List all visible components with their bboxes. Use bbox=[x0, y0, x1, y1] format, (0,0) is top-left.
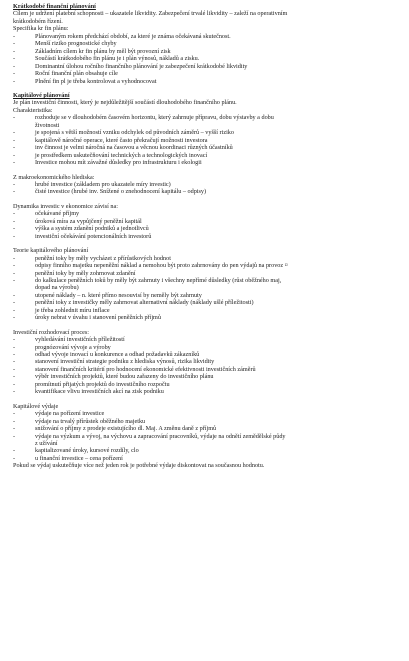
bullet-text: čisté investice (hrubé inv. Snížené o znehodnocení kapitálu – odpisy) bbox=[35, 188, 207, 196]
bullet-text: u finanční investice – cena pořízení bbox=[35, 454, 123, 462]
bullet-item bbox=[13, 314, 401, 321]
bullet-text: Dominantní úlohou ročního finančního plánování je zabezpečení krátkodobé likvidity bbox=[35, 62, 248, 70]
document-section bbox=[13, 329, 401, 396]
bullet-text: Plnění fin pl je třeba kontrolovat a vyhodnocovat bbox=[35, 77, 157, 85]
bullet-item bbox=[13, 40, 401, 47]
bullet-marker: - bbox=[13, 373, 16, 381]
bullet-text: je prostředkem uskutečňování technických a technologických inovací bbox=[35, 151, 208, 159]
bullet-marker: - bbox=[13, 55, 16, 63]
paragraph-line: Z makroekonomického hlediska: bbox=[13, 173, 95, 181]
bullet-text: Roční finanční plán obsahuje cíle bbox=[35, 70, 118, 78]
bullet-item bbox=[13, 366, 401, 373]
bullet-text: peněžní toky by měly zohrnovat zdanění bbox=[35, 269, 136, 277]
bullet-text: kvantifikace vlivu investičních akcí na zisk podniku bbox=[35, 388, 164, 396]
bullet-marker: - bbox=[13, 299, 16, 307]
bullet-text: peněžní toky by měly vycházet z přírůstkových hodnot bbox=[35, 254, 171, 262]
bullet-item bbox=[13, 433, 401, 440]
bullet-marker: - bbox=[13, 210, 16, 218]
bullet-text: úroková míra za vypůjčený peněžní kapitál bbox=[35, 217, 142, 225]
bullet-marker: - bbox=[13, 306, 16, 314]
bullet-marker: - bbox=[13, 425, 16, 433]
bullet-text: výdaje na trvalý přírůstek oběžného majetku bbox=[35, 417, 146, 425]
bullet-marker: - bbox=[13, 136, 16, 144]
bullet-text: vyhledávání investičních příležitostí bbox=[35, 336, 125, 344]
paragraph-line: Je plán investiční činnosti, který je nejdůležitější součástí dlouhodobého finančního plánu. bbox=[13, 99, 237, 107]
bullet-marker: - bbox=[13, 32, 16, 40]
bullet-marker: - bbox=[13, 314, 16, 322]
bullet-item bbox=[13, 277, 401, 284]
bullet-marker: - bbox=[13, 380, 16, 388]
bullet-marker: - bbox=[13, 70, 16, 78]
bullet-item bbox=[13, 137, 401, 144]
bullet-item bbox=[13, 373, 401, 380]
bullet-text: snižování o příjmy z prodeje existujícího dl. Maj. A změnu daně z příjmů bbox=[35, 425, 217, 433]
bullet-marker: - bbox=[13, 77, 16, 85]
bullet-item bbox=[13, 351, 401, 358]
bullet-marker: - bbox=[13, 447, 16, 455]
bullet-marker: - bbox=[13, 336, 16, 344]
bullet-item bbox=[13, 255, 401, 262]
bullet-marker: - bbox=[13, 351, 16, 359]
bullet-item bbox=[13, 210, 401, 217]
document-section bbox=[13, 174, 401, 196]
bullet-marker: - bbox=[13, 114, 16, 122]
bullet-marker: - bbox=[13, 358, 16, 366]
bullet-text: očekávané příjmy bbox=[35, 210, 80, 218]
bullet-item bbox=[13, 292, 401, 299]
bullet-text: stanovení investiční strategie podniku z hlediska výnosů, rizika likvidity bbox=[35, 358, 215, 366]
bullet-text: je spojená s větší možností vzniku odchylek od původních záměrů – vyšší riziko bbox=[35, 129, 234, 137]
bullet-item bbox=[13, 447, 401, 454]
section-heading: Kapitálové plánování bbox=[13, 91, 70, 99]
bullet-item bbox=[13, 114, 401, 121]
bullet-text: inv činnost je velmi náročná na časovou a věcnou koordinaci různých účastníků bbox=[35, 144, 233, 152]
bullet-marker: - bbox=[13, 254, 16, 262]
bullet-continuation: dopad na výrobu) bbox=[35, 284, 79, 292]
bullet-text: prognózování vývoje a výroby bbox=[35, 343, 111, 351]
bullet-marker: - bbox=[13, 291, 16, 299]
document-section bbox=[13, 3, 401, 85]
paragraph-line: Pokud se výdaj uskutečňuje více než jeden rok je potřebné výdaje diskontovat na současnou hodnotu. bbox=[13, 462, 265, 470]
bullet-marker: - bbox=[13, 217, 16, 225]
bullet-text: úroky nebrat v úvahu i stanovení peněžních příjmů bbox=[35, 314, 161, 322]
bullet-marker: - bbox=[13, 159, 16, 167]
bullet-continuation: životnosti bbox=[35, 121, 60, 129]
bullet-marker: - bbox=[13, 151, 16, 159]
bullet-item bbox=[13, 388, 401, 395]
bullet-text: investiční očekávání potencionálních investorů bbox=[35, 232, 152, 240]
bullet-text: odhad vývoje inovací u konkurence a odhad požadavků zákazníků bbox=[35, 351, 200, 359]
bullet-text: kapitalizované úroky, kursové rozdíly, clo bbox=[35, 447, 139, 455]
bullet-item bbox=[13, 144, 401, 151]
bullet-text: do kalkulace peněžních toků by měly být zahrnuty i všechny nepřímé důsledky (růst oběžného maj, bbox=[35, 276, 282, 284]
document-section bbox=[13, 92, 401, 167]
bullet-item bbox=[13, 218, 401, 225]
paragraph-line: Kapitálové výdaje bbox=[13, 402, 59, 410]
bullet-text: odpisy finního majetku nepeněžní náklad a nemohou být proto zahrnovány do pen výdajů na provoz ¤ bbox=[35, 262, 288, 270]
bullet-marker: - bbox=[13, 454, 16, 462]
bullet-text: promítnutí přijatých projektů do investičního rozpočtu bbox=[35, 380, 170, 388]
bullet-item bbox=[13, 344, 401, 351]
paragraph-line: Specifika kr fin plánu: bbox=[13, 25, 69, 33]
bullet-item bbox=[13, 225, 401, 232]
bullet-item bbox=[13, 233, 401, 240]
bullet-marker: - bbox=[13, 225, 16, 233]
bullet-text: rozhoduje se v dlouhodobém časovém horizontu, který zahrnuje přípravu, dobu výstavby a dobu bbox=[35, 114, 274, 122]
bullet-marker: - bbox=[13, 388, 16, 396]
bullet-item bbox=[13, 63, 401, 70]
bullet-item bbox=[13, 188, 401, 195]
paragraph-line: krátkodobém řízení. bbox=[13, 17, 63, 25]
bullet-marker: - bbox=[13, 180, 16, 188]
bullet-marker: - bbox=[13, 262, 16, 270]
bullet-text: peněžní toky z investičky měly zahrnovat alternativní náklady (náklady ušlé příležitosti) bbox=[35, 299, 254, 307]
bullet-item bbox=[13, 455, 401, 462]
bullet-continuation: z užívání bbox=[35, 440, 58, 448]
bullet-item bbox=[13, 78, 401, 85]
bullet-item bbox=[13, 152, 401, 159]
bullet-marker: - bbox=[13, 232, 16, 240]
bullet-text: je třeba zohlednit míru inflace bbox=[35, 306, 110, 314]
bullet-marker: - bbox=[13, 417, 16, 425]
bullet-item bbox=[13, 129, 401, 136]
bullet-text: kapitálově náročné operace, které často překračují možnosti investora bbox=[35, 136, 208, 144]
bullet-text: Plánovaným rokem předchází období, za které je známa očekávaná skutečnost. bbox=[35, 32, 231, 40]
bullet-text: utopené náklady – n. které přímo nesouvisí by neměly být zahrnuty bbox=[35, 291, 202, 299]
bullet-item bbox=[13, 425, 401, 432]
bullet-text: hrubé investice (základem pro ukazatele míry investic) bbox=[35, 180, 171, 188]
bullet-item bbox=[13, 299, 401, 306]
bullet-marker: - bbox=[13, 62, 16, 70]
bullet-item bbox=[13, 270, 401, 277]
bullet-marker: - bbox=[13, 276, 16, 284]
bullet-item bbox=[13, 159, 401, 166]
bullet-text: stanovení finančních kritérií pro hodnocení ekonomické efektivnosti investičních záměrů bbox=[35, 365, 256, 373]
bullet-item bbox=[13, 48, 401, 55]
document-section bbox=[13, 247, 401, 322]
bullet-item bbox=[13, 307, 401, 314]
bullet-text: Součástí krátkodobého fin plánu je i plán výnosů, nákladů a zisku. bbox=[35, 55, 200, 63]
bullet-item bbox=[13, 262, 401, 269]
bullet-marker: - bbox=[13, 410, 16, 418]
bullet-item bbox=[13, 410, 401, 417]
bullet-marker: - bbox=[13, 40, 16, 48]
paragraph-line: Charakteristika: bbox=[13, 106, 53, 114]
bullet-marker: - bbox=[13, 269, 16, 277]
bullet-text: výdaje na pořízení investice bbox=[35, 410, 105, 418]
paragraph-line: Cílem je udržení platební schopnosti – ukazatele likvidity. Zabezpečení trvalé likvidity – zaleží na operativním bbox=[13, 10, 288, 18]
bullet-item bbox=[13, 33, 401, 40]
bullet-text: výběr investičních projektů, které budou zařazeny do investičního plánu bbox=[35, 373, 214, 381]
document-section bbox=[13, 403, 401, 470]
bullet-text: výdaje na výzkum a vývoj, na výchovu a zapracování pracovníků, výdaje na odnětí zemědělské půdy bbox=[35, 432, 286, 440]
paragraph-line: Investiční rozhodovací proces: bbox=[13, 328, 89, 336]
bullet-marker: - bbox=[13, 432, 16, 440]
document-section bbox=[13, 203, 401, 240]
bullet-text: Investice mohou mít závažné důsledky pro infrastrukturu i ekologii bbox=[35, 159, 202, 167]
bullet-item bbox=[13, 381, 401, 388]
bullet-text: výška a systém zdanění podniků a jednotlivců bbox=[35, 225, 149, 233]
paragraph-line: Teorie kapitálového plánování bbox=[13, 247, 89, 255]
bullet-marker: - bbox=[13, 365, 16, 373]
section-heading: Krátkodobé finanční plánování bbox=[13, 3, 96, 10]
bullet-item bbox=[13, 336, 401, 343]
bullet-item bbox=[13, 358, 401, 365]
bullet-marker: - bbox=[13, 144, 16, 152]
bullet-marker: - bbox=[13, 343, 16, 351]
bullet-marker: - bbox=[13, 47, 16, 55]
bullet-item bbox=[13, 418, 401, 425]
bullet-item bbox=[13, 70, 401, 77]
bullet-marker: - bbox=[13, 188, 16, 196]
bullet-item bbox=[13, 181, 401, 188]
bullet-text: Menší riziko prognostické chyby bbox=[35, 40, 117, 48]
bullet-text: Základním cílem kr fin plánu by měl být provozní zisk bbox=[35, 47, 171, 55]
bullet-item bbox=[13, 55, 401, 62]
paragraph-line: Dynamika investic v ekonomice závisí na: bbox=[13, 202, 118, 210]
bullet-marker: - bbox=[13, 129, 16, 137]
